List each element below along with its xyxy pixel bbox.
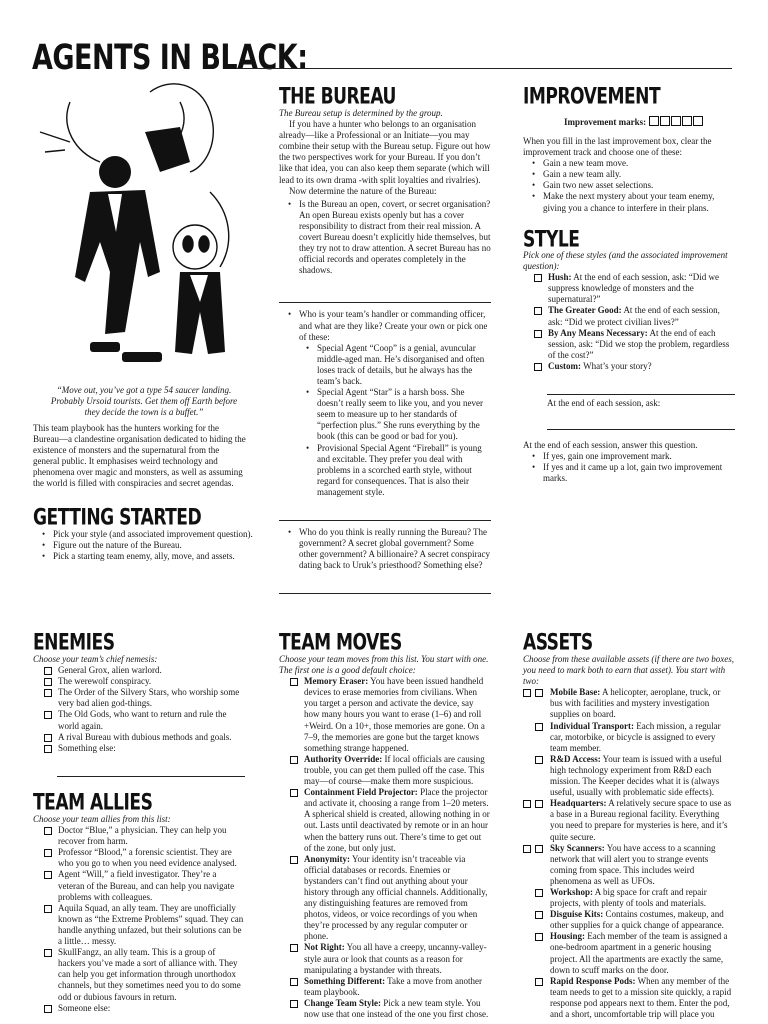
title-rule — [236, 68, 732, 69]
checkbox[interactable] — [44, 1005, 52, 1013]
team-move-option[interactable]: Memory Eraser: You have been issued handheld devices to erase memories from civilians. When you target a person and activate the device, say how many hours you want to erase (1–6) and roll +Weird. On a 10+, those memories are gone. On a 7–9, the memories are gone but the target knows something strange happened. — [290, 676, 491, 754]
style-section — [523, 250, 735, 485]
improvement-intro: When you fill in the last improvement box, clear the improvement track and choose one of these: — [523, 136, 712, 158]
asset-option[interactable]: Rapid Response Pods: When any member of the team needs to get to a mission site quickly, a rapid response pod appears next to them. Enter the pod, and a short, uncomfortable trip will place you — [523, 976, 735, 1020]
list-item: • Pick a starting team enemy, ally, move, and assets. — [53, 551, 267, 562]
checkbox[interactable] — [535, 723, 543, 731]
team-move-option[interactable]: Containment Field Projector: Place the projector and activate it, choosing a range from 1–20 meters. A spherical shield is created, allowing nothing in or out. Lasts until deactivated by remote or in an hour when the battery runs out. There’s time to get out of the zone, but only just. — [290, 787, 491, 854]
list-item: • If yes, gain one improvement mark. — [543, 451, 735, 462]
improvement-heading: IMPROVEMENT — [523, 84, 661, 110]
enemy-option[interactable]: The Old Gods, who want to return and rule the world again. — [44, 709, 245, 731]
improvement-mark-box[interactable] — [660, 116, 670, 126]
checkbox[interactable] — [534, 274, 542, 282]
list-item: • If yes and it came up a lot, gain two improvement marks. — [543, 462, 735, 484]
custom-ask: At the end of each session, ask: — [547, 398, 661, 409]
checkbox[interactable] — [44, 734, 52, 742]
bureau-paragraph: If you have a hunter who belongs to an organisation already—like a Professional or an Initiate—you may combine their setup with the Bureau setup. Figure out how the two perspectives work for your Bureau. If you don’t like that idea, you can also keep them separate (which will lead to its own drama -with split loyalties and rivalries). — [279, 119, 491, 185]
agents-illustration — [30, 72, 245, 377]
assets-heading: ASSETS — [523, 630, 593, 656]
ally-option[interactable]: Agent “Will,” a field investigator. They’re a veteran of the Bureau, and can help you navigate problems with colleagues. — [44, 869, 245, 902]
checkbox[interactable] — [535, 800, 543, 808]
enemy-option[interactable]: General Grox, alien warlord. — [44, 665, 245, 676]
checkbox[interactable] — [44, 827, 52, 835]
style-lead: Pick one of these styles (and the associated improvement question): — [523, 250, 728, 272]
asset-option[interactable]: Housing: Each member of the team is assigned a one-bedroom apartment in a generic housing project. All the apartments are exactly the same, down to scuff marks on the door. — [523, 931, 735, 975]
getting-started-list — [33, 529, 267, 562]
improvement-boxes[interactable] — [648, 117, 703, 127]
improvement-mark-box[interactable] — [671, 116, 681, 126]
list-item: • Pick your style (and associated improvement question). — [53, 529, 267, 540]
asset-option[interactable]: Workshop: A big space for craft and repair projects, with plenty of tools and materials. — [523, 887, 735, 909]
checkbox[interactable] — [534, 363, 542, 371]
answer-intro: At the end of each session, answer this question. — [523, 440, 698, 451]
checkbox[interactable] — [44, 949, 52, 957]
handler-option: • Special Agent “Star” is a harsh boss. She doesn’t really seem to like you, and you never seem to measure up to her standards of “perfection plus.” She runs everything by the book (this can be good or bad for you). — [317, 387, 491, 442]
write-line[interactable] — [279, 508, 491, 521]
allies-section — [33, 814, 245, 1014]
checkbox[interactable] — [523, 845, 531, 853]
asset-option[interactable]: Headquarters: A relatively secure space to use as a base in a Bureau regional facility. Everything you need to prepare for mysteries is here, and it’s quite secure. — [523, 798, 735, 842]
checkbox[interactable] — [523, 689, 531, 697]
checkbox[interactable] — [44, 905, 52, 913]
asset-option[interactable]: R&D Access: Your team is issued with a useful high technology experiment from R&D each mission. The Keeper decides what it is (always useful, usually with problematic side effects). — [523, 754, 735, 798]
write-line[interactable] — [547, 417, 735, 430]
improvement-marks: Improvement marks: — [564, 116, 703, 128]
list-item: • Gain a new team ally. — [543, 169, 735, 180]
ally-option[interactable]: Professor “Blood,” a forensic scientist. They are who you go to when you need evidence analysed. — [44, 847, 245, 869]
ally-option[interactable]: Aquila Squad, an ally team. They are unofficially known as “the Extreme Problems” squad. They can handle anything unfazed, but their solutions can be a little… messy. — [44, 903, 245, 947]
style-option[interactable]: By Any Means Necessary: At the end of each session, ask: “Did we stop the problem, regardless of the cost?” — [534, 328, 735, 361]
checkbox[interactable] — [290, 678, 298, 686]
asset-option[interactable]: Disguise Kits: Contains costumes, makeup, and other supplies for a quick change of appearance. — [523, 909, 735, 931]
write-line[interactable] — [279, 290, 491, 303]
page-title: AGENTS IN BLACK: — [32, 38, 308, 79]
asset-option[interactable]: Sky Scanners: You have access to a scanning network that will alert you to strange events coming from space. This includes weird phenomena as well as UFOs. — [523, 843, 735, 887]
checkbox[interactable] — [535, 689, 543, 697]
enemy-option[interactable]: Something else: — [44, 743, 245, 754]
ally-option[interactable]: Someone else: — [44, 1003, 245, 1014]
team-move-option[interactable]: Authority Override: If local officials are causing trouble, you can get them pulled off the case. This may—of course—make them more suspicious. — [290, 754, 491, 787]
checkbox[interactable] — [535, 889, 543, 897]
checkbox[interactable] — [44, 711, 52, 719]
checkbox[interactable] — [44, 745, 52, 753]
checkbox[interactable] — [44, 849, 52, 857]
team-move-option[interactable]: Not Right: You all have a creepy, uncanny-valley-style aura or look that counts as a reason for manipulating a bystander with threats. — [290, 942, 491, 975]
checkbox[interactable] — [535, 845, 543, 853]
bureau-question-runner: • Who do you think is really running the Bureau? The government? A secret global government? Some other government? A billionaire? A secret conspiracy dating back to Uruk’s priesthood? Something else? — [299, 527, 491, 571]
checkbox[interactable] — [535, 933, 543, 941]
checkbox[interactable] — [290, 944, 298, 952]
team-moves-section — [279, 654, 491, 1020]
list-item: • Gain a new team move. — [543, 158, 735, 169]
handler-option: • Special Agent “Coop” is a genial, avuncular middle-aged man. He’s disorganised and often loses track of details, but he always has the team’s back. — [317, 343, 491, 387]
team-moves-heading: TEAM MOVES — [279, 630, 402, 656]
assets-section — [523, 654, 735, 1020]
list-item: • Figure out the nature of the Bureau. — [53, 540, 267, 551]
ally-option[interactable]: SkullFangz, an ally team. This is a group of hackers you’ve made a sort of alliance with. They can help you get information through unorthodox channels, but they sometimes need you to do some odd or dubious favours in return. — [44, 947, 245, 1002]
checkbox[interactable] — [535, 978, 543, 986]
style-heading: STYLE — [523, 227, 580, 253]
playbook-intro: This team playbook has the hunters working for the Bureau—a clandestine organisation dedicated to hiding the existence of monsters and the supernatural from the general public. It emphasises weird technology and phenomena over magic and monsters, as well as assuming the world is filled with conspiracies and secret agendas. — [33, 423, 246, 489]
bureau-section — [279, 108, 491, 594]
bureau-question-handler: • Who is your team’s handler or commanding officer, and what are they like? Create your own or pick one of these: • Special Agent “Coop” is a genial, avuncular middle-aged man. He’s disorganised and often loses track of details, but he always has the team’s back. • Special Agent “Star” is a harsh boss. She doesn’t really seem to like you, and you never seem to measure up to her standards of “perfection plus.” She runs everything by the book (this can be good or bad for you). • Provisional Special Agent “Fireball” is young and excitable. They prefer you deal with problems in a scorched earth style, without regard for consequences. That is also their management style. — [299, 309, 491, 498]
ally-option[interactable]: Doctor “Blue,” a physician. They can help you recover from harm. — [44, 825, 245, 847]
allies-lead: Choose your team allies from this list: — [33, 814, 171, 824]
improvement-mark-box[interactable] — [693, 116, 703, 126]
improvement-section — [523, 136, 735, 214]
team-move-option[interactable]: Change Team Style: Pick a new team style. You now use that one instead of the one you first chose. — [290, 998, 491, 1020]
checkbox[interactable] — [535, 756, 543, 764]
checkbox[interactable] — [44, 689, 52, 697]
checkbox[interactable] — [290, 978, 298, 986]
allies-heading: TEAM ALLIES — [33, 790, 153, 816]
checkbox[interactable] — [290, 789, 298, 797]
handler-option: • Provisional Special Agent “Fireball” is young and excitable. They prefer you deal with problems in a scorched earth style, without regard for consequences. That is also their management style. — [317, 443, 491, 498]
improvement-mark-box[interactable] — [682, 116, 692, 126]
style-option[interactable]: The Greater Good: At the end of each session, ask: “Did we protect civilian lives?” — [534, 305, 735, 327]
write-line[interactable] — [279, 581, 491, 594]
checkbox[interactable] — [44, 667, 52, 675]
write-line[interactable] — [547, 382, 735, 395]
team-moves-lead: Choose your team moves from this list. You start with one. The first one is a good default choice: — [279, 654, 489, 676]
checkbox[interactable] — [290, 1000, 298, 1008]
checkbox[interactable] — [535, 911, 543, 919]
checkbox[interactable] — [290, 856, 298, 864]
illustration-caption: “Move out, you’ve got a type 54 saucer landing. Probably Ursoid tourists. Get them off Earth before they decide the town is a buffet.” — [50, 385, 238, 418]
enemies-section — [33, 654, 245, 777]
getting-started-heading: GETTING STARTED — [33, 505, 202, 531]
bureau-prompt: Now determine the nature of the Bureau: — [289, 185, 437, 196]
write-line[interactable] — [57, 764, 245, 777]
checkbox[interactable] — [44, 871, 52, 879]
team-move-option[interactable]: Something Different: Take a move from another team playbook. — [290, 976, 491, 998]
checkbox[interactable] — [44, 678, 52, 686]
enemy-option[interactable]: A rival Bureau with dubious methods and goals. — [44, 732, 245, 743]
enemy-option[interactable]: The Order of the Silvery Stars, who worship some very bad alien god-things. — [44, 687, 245, 709]
asset-option[interactable]: Mobile Base: A helicopter, aeroplane, truck, or bus with facilities and mystery investigation supplies on board. — [523, 687, 735, 720]
bureau-question-type: • Is the Bureau an open, covert, or secret organisation? An open Bureau exists openly but has a cover responsibility to distract from their real mission. A covert Bureau doesn’t explicitly hide themselves, but they try not to draw attention. A secret Bureau has no official records and operates completely in the shadows. — [299, 199, 491, 277]
asset-option[interactable]: Individual Transport: Each mission, a regular car, motorbike, or bicycle is assigned to every team member. — [523, 721, 735, 754]
style-option[interactable]: Hush: At the end of each session, ask: “Did we suppress knowledge of monsters and the supernatural?” — [534, 272, 735, 305]
checkbox[interactable] — [290, 756, 298, 764]
enemies-heading: ENEMIES — [33, 630, 115, 656]
bureau-lead: The Bureau setup is determined by the group. — [279, 108, 443, 118]
checkbox[interactable] — [534, 330, 542, 338]
bureau-heading: THE BUREAU — [279, 84, 396, 110]
list-item: • Make the next mystery about your team enemy, giving you a chance to interfere in their plans. — [543, 191, 735, 213]
checkbox[interactable] — [534, 307, 542, 315]
list-item: • Gain two new asset selections. — [543, 180, 735, 191]
assets-lead: Choose from these available assets (if there are two boxes, you need to mark both to earn that asset). You start with two: — [523, 654, 734, 687]
enemies-lead: Choose your team’s chief nemesis: — [33, 654, 158, 664]
style-option[interactable]: Custom: What’s your story? — [534, 361, 735, 372]
checkbox[interactable] — [523, 800, 531, 808]
enemy-option[interactable]: The werewolf conspiracy. — [44, 676, 245, 687]
team-move-option[interactable]: Anonymity: Your identity isn’t traceable via official databases or records. Enemies or bystanders can’t find out anything about your history through any official channels. Additionally, any distinguishing features are removed from photos, videos, or voice recordings of you when they’re processed by any regular computer or phone. — [290, 854, 491, 943]
improvement-mark-box[interactable] — [649, 116, 659, 126]
